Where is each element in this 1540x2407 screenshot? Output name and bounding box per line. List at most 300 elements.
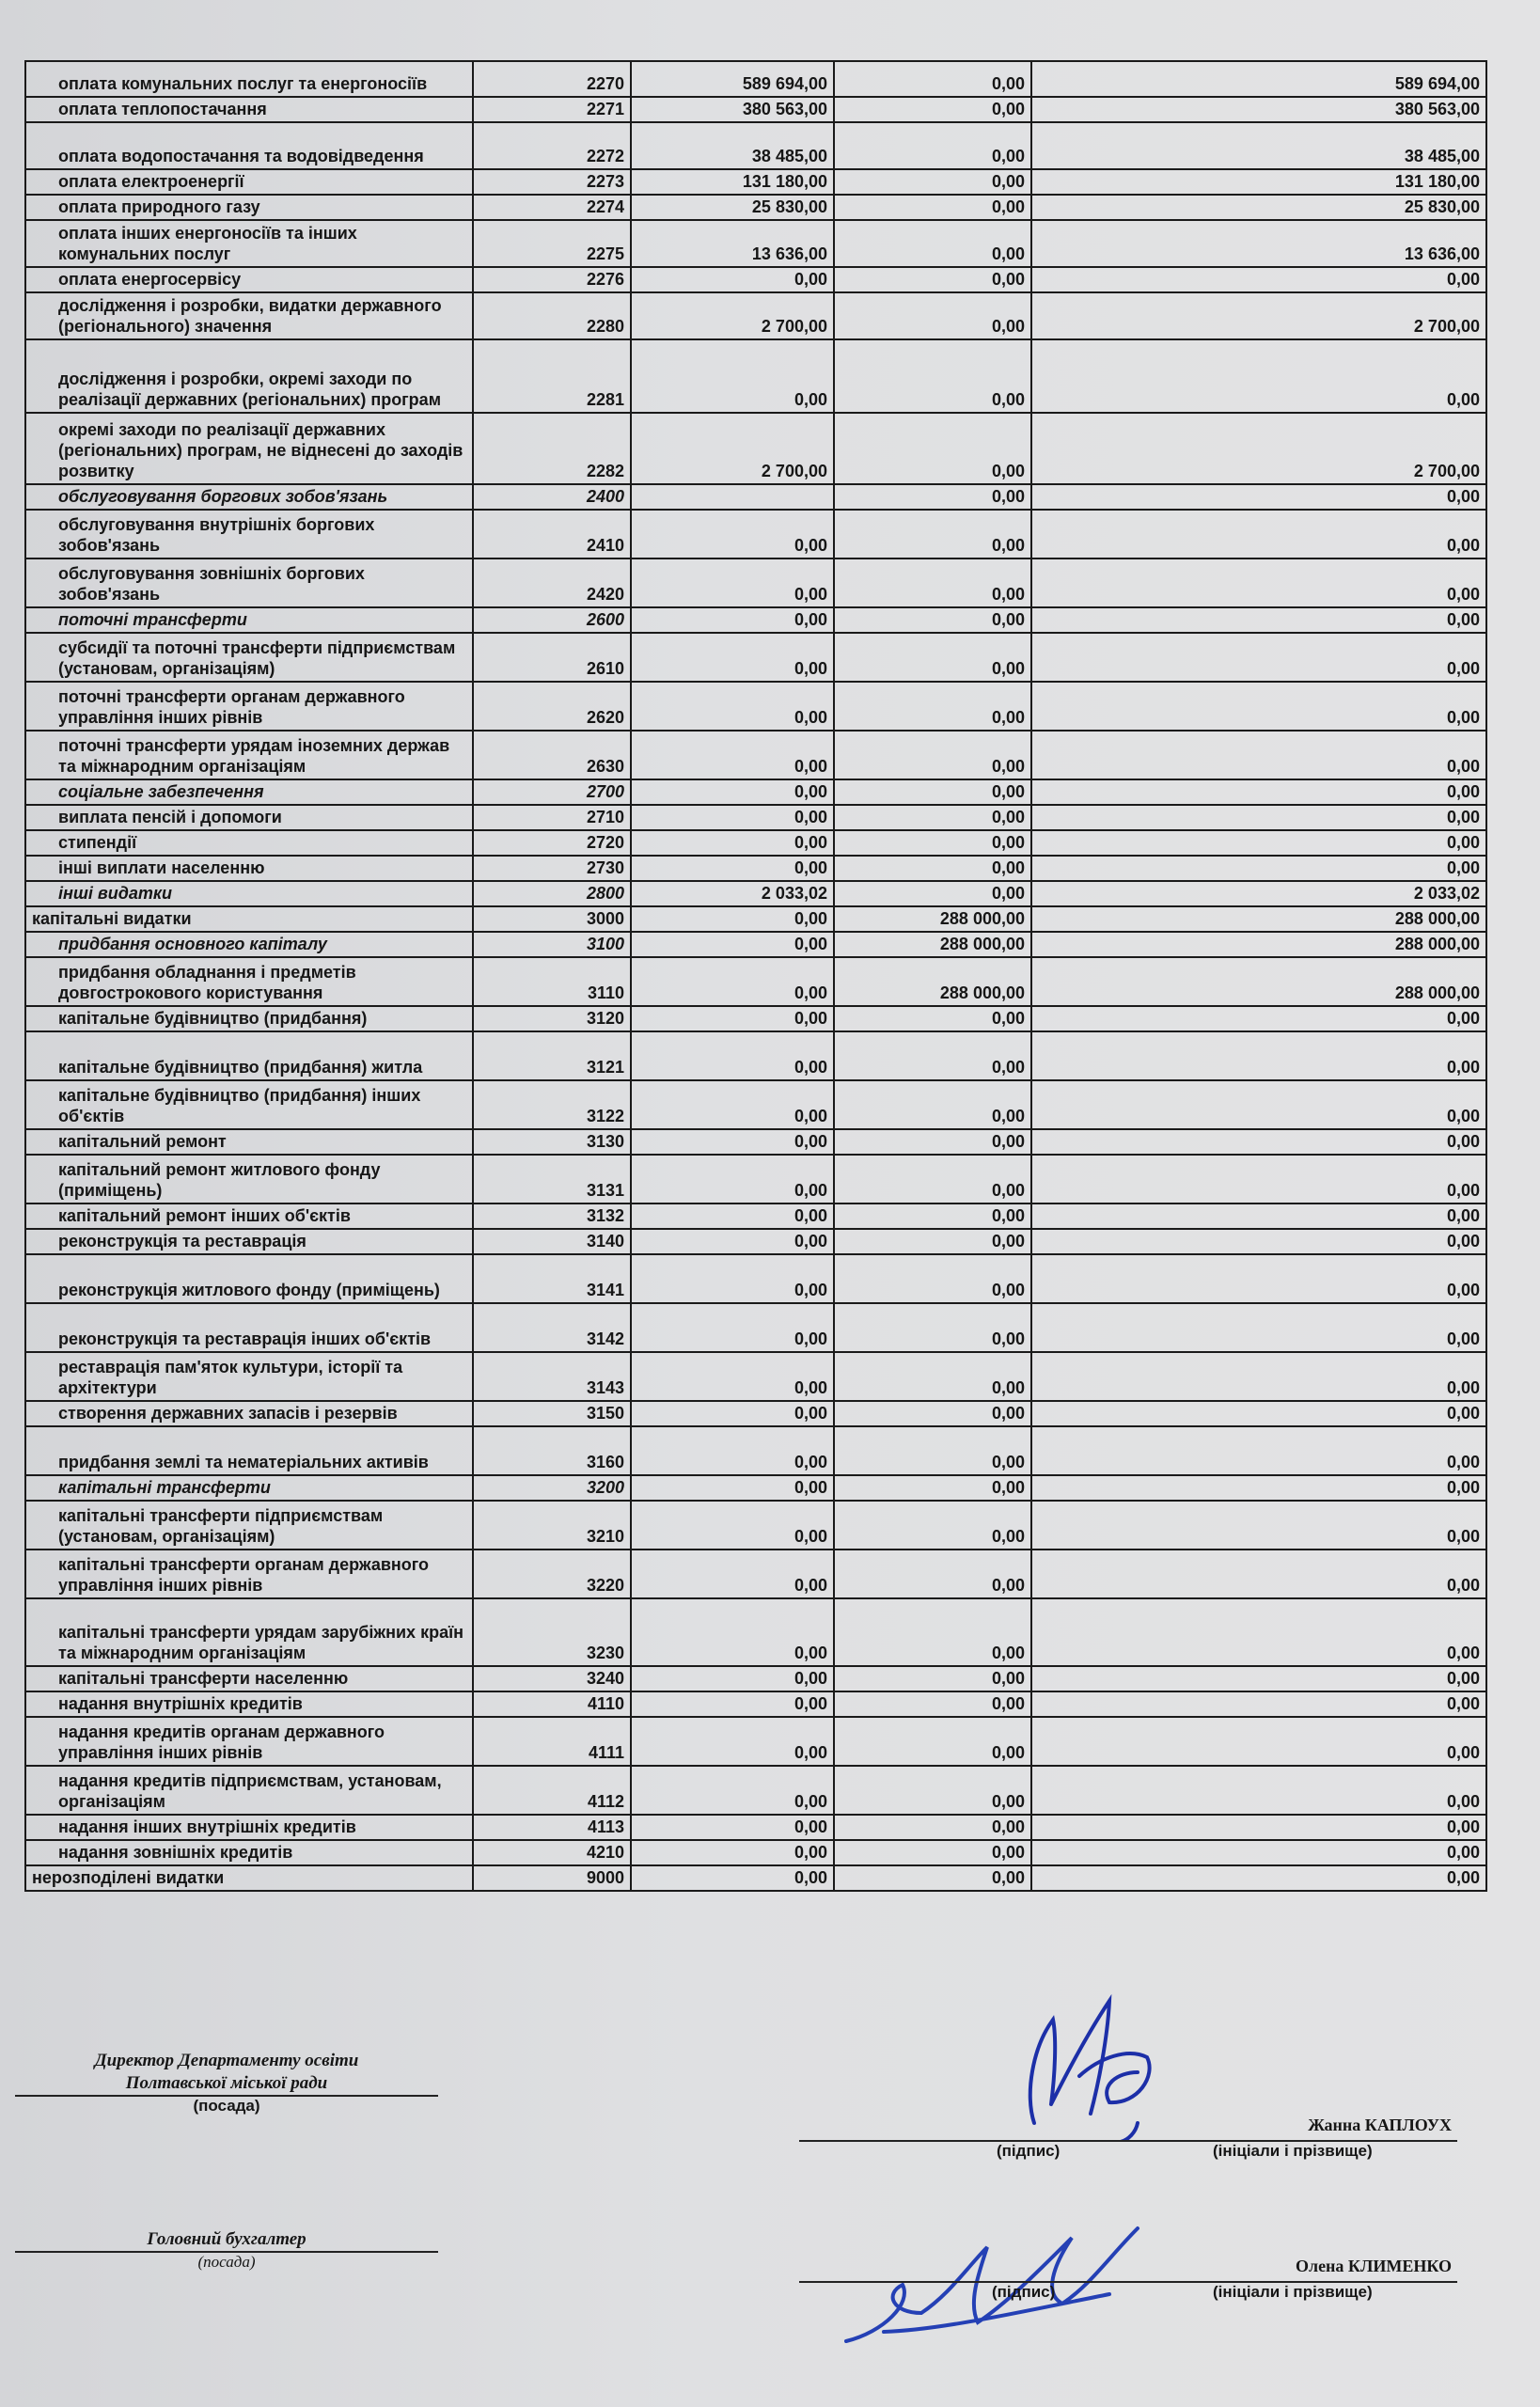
name-cell: поточні трансферти [25,607,473,633]
code-cell: 2272 [473,122,631,169]
planned-amount-cell: 0,00 [631,1401,834,1426]
total-amount-cell: 38 485,00 [1031,122,1486,169]
table-row [25,510,1486,558]
total-amount-cell: 0,00 [1031,682,1486,731]
name-cell: стипендії [25,830,473,856]
name-cell: капітальні трансферти населенню [25,1666,473,1691]
code-cell: 2281 [473,339,631,413]
code-cell: 4113 [473,1815,631,1840]
code-cell: 3120 [473,1006,631,1031]
special-fund-cell: 0,00 [834,1080,1031,1129]
total-amount-cell: 0,00 [1031,1766,1486,1815]
special-fund-cell: 0,00 [834,1865,1031,1891]
name-cell: обслуговування зовнішніх боргових зобов'язань [25,558,473,607]
special-fund-cell: 0,00 [834,1204,1031,1229]
name-cell: оплата енергосервісу [25,267,473,292]
special-fund-cell: 0,00 [834,1426,1031,1475]
table-row [25,1155,1486,1204]
planned-amount-cell: 0,00 [631,339,834,413]
planned-amount-cell: 0,00 [631,510,834,558]
name-cell: соціальне забезпечення [25,779,473,805]
name-cell: реконструкція житлового фонду (приміщень) [25,1254,473,1303]
total-amount-cell: 0,00 [1031,1080,1486,1129]
name-cell: капітальне будівництво (придбання) [25,1006,473,1031]
planned-amount-cell: 0,00 [631,1840,834,1865]
table-row [25,682,1486,731]
planned-amount-cell: 0,00 [631,1865,834,1891]
code-cell: 2275 [473,220,631,267]
director-name-caption: (ініціали і прізвище) [1213,2142,1373,2160]
table-row [25,856,1486,881]
name-cell: реконструкція та реставрація [25,1229,473,1254]
planned-amount-cell: 0,00 [631,1666,834,1691]
total-amount-cell: 0,00 [1031,1031,1486,1080]
table-row [25,195,1486,220]
table-row [25,830,1486,856]
accountant-position-block [15,2228,438,2272]
code-cell: 4110 [473,1691,631,1717]
total-amount-cell: 0,00 [1031,1401,1486,1426]
special-fund-cell: 0,00 [834,169,1031,195]
name-cell: придбання основного капіталу [25,932,473,957]
planned-amount-cell: 0,00 [631,856,834,881]
total-amount-cell: 0,00 [1031,633,1486,682]
table-row [25,1840,1486,1865]
special-fund-cell: 0,00 [834,413,1031,484]
name-cell: оплата комунальних послуг та енергоносіїв [25,61,473,97]
name-cell: оплата інших енергоносіїв та інших комунальних послуг [25,220,473,267]
special-fund-cell: 0,00 [834,607,1031,633]
name-cell: обслуговування внутрішніх боргових зобов'язань [25,510,473,558]
special-fund-cell: 0,00 [834,97,1031,122]
name-cell: оплата електроенергії [25,169,473,195]
table-row [25,122,1486,169]
total-amount-cell: 589 694,00 [1031,61,1486,97]
total-amount-cell: 0,00 [1031,731,1486,779]
planned-amount-cell: 0,00 [631,932,834,957]
total-amount-cell: 0,00 [1031,1303,1486,1352]
expenditure-table [24,60,1487,1892]
name-cell: капітальні трансферти [25,1475,473,1501]
special-fund-cell: 0,00 [834,1155,1031,1204]
table-row [25,957,1486,1006]
director-position-block [15,2050,438,2116]
planned-amount-cell: 0,00 [631,1766,834,1815]
special-fund-cell: 0,00 [834,339,1031,413]
total-amount-cell: 0,00 [1031,830,1486,856]
special-fund-cell: 0,00 [834,61,1031,97]
special-fund-cell: 0,00 [834,220,1031,267]
code-cell: 2630 [473,731,631,779]
special-fund-cell: 0,00 [834,122,1031,169]
code-cell: 3122 [473,1080,631,1129]
code-cell: 3210 [473,1501,631,1550]
table-row [25,932,1486,957]
accountant-position: Головний бухгалтер [147,2229,306,2249]
table-row [25,1352,1486,1401]
table-row [25,97,1486,122]
planned-amount-cell: 0,00 [631,1006,834,1031]
planned-amount-cell: 0,00 [631,957,834,1006]
total-amount-cell: 0,00 [1031,558,1486,607]
planned-amount-cell: 0,00 [631,1426,834,1475]
special-fund-cell: 0,00 [834,1475,1031,1501]
total-amount-cell: 288 000,00 [1031,906,1486,932]
code-cell: 2700 [473,779,631,805]
total-amount-cell: 0,00 [1031,1691,1486,1717]
table-row [25,779,1486,805]
special-fund-cell: 0,00 [834,292,1031,339]
table-row [25,906,1486,932]
total-amount-cell: 0,00 [1031,339,1486,413]
accountant-position-caption: (посада) [197,2253,256,2271]
name-cell: окремі заходи по реалізації державних (регіональних) програм, не віднесені до заходів розвитку [25,413,473,484]
code-cell: 3230 [473,1598,631,1666]
planned-amount-cell: 2 033,02 [631,881,834,906]
table-row [25,607,1486,633]
special-fund-cell: 0,00 [834,1352,1031,1401]
special-fund-cell: 0,00 [834,1229,1031,1254]
total-amount-cell: 0,00 [1031,1815,1486,1840]
name-cell: дослідження і розробки, видатки державного (регіонального) значення [25,292,473,339]
code-cell: 2400 [473,484,631,510]
total-amount-cell: 0,00 [1031,805,1486,830]
code-cell: 2600 [473,607,631,633]
name-cell: надання інших внутрішніх кредитів [25,1815,473,1840]
special-fund-cell: 0,00 [834,1401,1031,1426]
planned-amount-cell: 0,00 [631,1031,834,1080]
special-fund-cell: 0,00 [834,633,1031,682]
name-cell: надання зовнішніх кредитів [25,1840,473,1865]
special-fund-cell: 0,00 [834,830,1031,856]
name-cell: інші виплати населенню [25,856,473,881]
planned-amount-cell: 589 694,00 [631,61,834,97]
code-cell: 3160 [473,1426,631,1475]
code-cell: 2800 [473,881,631,906]
planned-amount-cell: 25 830,00 [631,195,834,220]
table-row [25,1031,1486,1080]
planned-amount-cell: 0,00 [631,607,834,633]
code-cell: 2280 [473,292,631,339]
planned-amount-cell: 13 636,00 [631,220,834,267]
table-row [25,339,1486,413]
code-cell: 3130 [473,1129,631,1155]
name-cell: капітальний ремонт інших об'єктів [25,1204,473,1229]
special-fund-cell: 0,00 [834,1550,1031,1598]
total-amount-cell: 0,00 [1031,1475,1486,1501]
special-fund-cell: 0,00 [834,682,1031,731]
name-cell: оплата теплопостачання [25,97,473,122]
code-cell: 3150 [473,1401,631,1426]
name-cell: капітальне будівництво (придбання) інших об'єктів [25,1080,473,1129]
code-cell: 3121 [473,1031,631,1080]
name-cell: капітальні трансферти органам державного управління інших рівнів [25,1550,473,1598]
planned-amount-cell: 0,00 [631,1155,834,1204]
planned-amount-cell: 0,00 [631,1129,834,1155]
special-fund-cell: 0,00 [834,1254,1031,1303]
total-amount-cell: 0,00 [1031,1352,1486,1401]
code-cell: 2730 [473,856,631,881]
table-row [25,484,1486,510]
planned-amount-cell [631,484,834,510]
total-amount-cell: 0,00 [1031,779,1486,805]
special-fund-cell: 0,00 [834,1303,1031,1352]
code-cell: 2420 [473,558,631,607]
total-amount-cell: 2 700,00 [1031,413,1486,484]
table-row [25,169,1486,195]
total-amount-cell: 0,00 [1031,1254,1486,1303]
code-cell: 2273 [473,169,631,195]
planned-amount-cell: 0,00 [631,267,834,292]
code-cell: 3141 [473,1254,631,1303]
code-cell: 3132 [473,1204,631,1229]
code-cell: 2271 [473,97,631,122]
total-amount-cell: 288 000,00 [1031,932,1486,957]
name-cell: поточні трансферти урядам іноземних держав та міжнародним організаціям [25,731,473,779]
planned-amount-cell: 0,00 [631,558,834,607]
director-position-caption: (посада) [193,2097,260,2115]
table-row [25,1401,1486,1426]
planned-amount-cell: 0,00 [631,1204,834,1229]
code-cell: 2610 [473,633,631,682]
director-signature-caption: (підпис) [997,2142,1061,2160]
table-row [25,1229,1486,1254]
total-amount-cell: 0,00 [1031,1840,1486,1865]
code-cell: 9000 [473,1865,631,1891]
special-fund-cell: 0,00 [834,856,1031,881]
special-fund-cell: 288 000,00 [834,957,1031,1006]
table-row [25,1475,1486,1501]
total-amount-cell: 0,00 [1031,1550,1486,1598]
name-cell: капітальні трансферти підприємствам (установам, організаціям) [25,1501,473,1550]
code-cell: 3240 [473,1666,631,1691]
total-amount-cell: 2 033,02 [1031,881,1486,906]
name-cell: поточні трансферти органам державного управління інших рівнів [25,682,473,731]
planned-amount-cell: 0,00 [631,1598,834,1666]
total-amount-cell: 0,00 [1031,1865,1486,1891]
planned-amount-cell: 0,00 [631,779,834,805]
special-fund-cell: 0,00 [834,1666,1031,1691]
code-cell: 3142 [473,1303,631,1352]
total-amount-cell: 0,00 [1031,484,1486,510]
planned-amount-cell: 0,00 [631,633,834,682]
name-cell: надання внутрішніх кредитів [25,1691,473,1717]
name-cell: надання кредитів органам державного управління інших рівнів [25,1717,473,1766]
name-cell: капітальний ремонт житлового фонду (приміщень) [25,1155,473,1204]
planned-amount-cell: 0,00 [631,1815,834,1840]
table-row [25,1254,1486,1303]
total-amount-cell: 13 636,00 [1031,220,1486,267]
table-row [25,1080,1486,1129]
total-amount-cell: 0,00 [1031,1129,1486,1155]
special-fund-cell: 0,00 [834,510,1031,558]
special-fund-cell: 0,00 [834,484,1031,510]
table-row [25,1303,1486,1352]
name-cell: виплата пенсій і допомоги [25,805,473,830]
special-fund-cell: 0,00 [834,805,1031,830]
accountant-signature-line-block [799,2257,1457,2305]
table-row [25,220,1486,267]
planned-amount-cell: 0,00 [631,1501,834,1550]
planned-amount-cell: 0,00 [631,1352,834,1401]
special-fund-cell: 0,00 [834,779,1031,805]
table-row [25,805,1486,830]
table-row [25,1766,1486,1815]
name-cell: нерозподілені видатки [25,1865,473,1891]
total-amount-cell: 0,00 [1031,1006,1486,1031]
planned-amount-cell: 2 700,00 [631,413,834,484]
director-signature-line-block [799,2116,1457,2164]
name-cell: оплата природного газу [25,195,473,220]
total-amount-cell: 0,00 [1031,1229,1486,1254]
name-cell: створення державних запасів і резервів [25,1401,473,1426]
code-cell: 3100 [473,932,631,957]
code-cell: 2720 [473,830,631,856]
table-row [25,267,1486,292]
name-cell: оплата водопостачання та водовідведення [25,122,473,169]
expenditure-table-body [25,61,1486,1891]
director-position-line1: Директор Департаменту освіти [94,2051,359,2070]
accountant-name: Олена КЛИМЕНКО [1295,2257,1452,2275]
code-cell: 3140 [473,1229,631,1254]
planned-amount-cell: 0,00 [631,1080,834,1129]
total-amount-cell: 0,00 [1031,856,1486,881]
name-cell: надання кредитів підприємствам, установам, організаціям [25,1766,473,1815]
special-fund-cell: 0,00 [834,881,1031,906]
table-row [25,1204,1486,1229]
table-row [25,1666,1486,1691]
special-fund-cell: 0,00 [834,267,1031,292]
name-cell: субсидії та поточні трансферти підприємствам (установам, організаціям) [25,633,473,682]
special-fund-cell: 0,00 [834,1129,1031,1155]
planned-amount-cell: 0,00 [631,1475,834,1501]
name-cell: капітальні трансферти урядам зарубіжних країн та міжнародним організаціям [25,1598,473,1666]
table-row [25,558,1486,607]
code-cell: 3220 [473,1550,631,1598]
special-fund-cell: 0,00 [834,731,1031,779]
code-cell: 2276 [473,267,631,292]
special-fund-cell: 0,00 [834,1598,1031,1666]
table-row [25,1006,1486,1031]
code-cell: 3131 [473,1155,631,1204]
special-fund-cell: 0,00 [834,195,1031,220]
total-amount-cell: 25 830,00 [1031,195,1486,220]
code-cell: 2410 [473,510,631,558]
total-amount-cell: 0,00 [1031,1666,1486,1691]
planned-amount-cell: 0,00 [631,1303,834,1352]
planned-amount-cell: 0,00 [631,906,834,932]
name-cell: капітальні видатки [25,906,473,932]
total-amount-cell: 0,00 [1031,1155,1486,1204]
table-row [25,1550,1486,1598]
table-row [25,1815,1486,1840]
planned-amount-cell: 0,00 [631,1717,834,1766]
name-cell: інші видатки [25,881,473,906]
table-row [25,1426,1486,1475]
special-fund-cell: 0,00 [834,1501,1031,1550]
name-cell: обслуговування боргових зобов'язань [25,484,473,510]
total-amount-cell: 288 000,00 [1031,957,1486,1006]
accountant-name-caption: (ініціали і прізвище) [1213,2283,1373,2301]
special-fund-cell: 0,00 [834,1840,1031,1865]
planned-amount-cell: 0,00 [631,805,834,830]
total-amount-cell: 0,00 [1031,607,1486,633]
table-row [25,1865,1486,1891]
special-fund-cell: 0,00 [834,1815,1031,1840]
table-row [25,61,1486,97]
total-amount-cell: 131 180,00 [1031,169,1486,195]
planned-amount-cell: 131 180,00 [631,169,834,195]
table-row [25,881,1486,906]
code-cell: 2282 [473,413,631,484]
name-cell: капітальний ремонт [25,1129,473,1155]
code-cell: 2710 [473,805,631,830]
special-fund-cell: 0,00 [834,1031,1031,1080]
table-row [25,1129,1486,1155]
code-cell: 3200 [473,1475,631,1501]
table-row [25,731,1486,779]
code-cell: 4112 [473,1766,631,1815]
total-amount-cell: 0,00 [1031,1501,1486,1550]
special-fund-cell: 288 000,00 [834,932,1031,957]
total-amount-cell: 0,00 [1031,1598,1486,1666]
special-fund-cell: 0,00 [834,1006,1031,1031]
code-cell: 3000 [473,906,631,932]
planned-amount-cell: 0,00 [631,731,834,779]
planned-amount-cell: 0,00 [631,1691,834,1717]
special-fund-cell: 0,00 [834,1717,1031,1766]
table-row [25,1501,1486,1550]
planned-amount-cell: 2 700,00 [631,292,834,339]
code-cell: 2270 [473,61,631,97]
table-row [25,1691,1486,1717]
name-cell: придбання обладнання і предметів довгострокового користування [25,957,473,1006]
special-fund-cell: 0,00 [834,1766,1031,1815]
code-cell: 3143 [473,1352,631,1401]
accountant-signature-caption: (підпис) [992,2283,1056,2301]
special-fund-cell: 0,00 [834,558,1031,607]
code-cell: 2274 [473,195,631,220]
total-amount-cell: 0,00 [1031,1717,1486,1766]
total-amount-cell: 0,00 [1031,267,1486,292]
total-amount-cell: 0,00 [1031,1426,1486,1475]
planned-amount-cell: 0,00 [631,830,834,856]
total-amount-cell: 380 563,00 [1031,97,1486,122]
table-row [25,633,1486,682]
name-cell: придбання землі та нематеріальних активів [25,1426,473,1475]
planned-amount-cell: 0,00 [631,1229,834,1254]
planned-amount-cell: 380 563,00 [631,97,834,122]
code-cell: 2620 [473,682,631,731]
code-cell: 3110 [473,957,631,1006]
code-cell: 4111 [473,1717,631,1766]
name-cell: дослідження і розробки, окремі заходи по реалізації державних (регіональних) програм [25,339,473,413]
total-amount-cell: 2 700,00 [1031,292,1486,339]
special-fund-cell: 0,00 [834,1691,1031,1717]
table-row [25,1598,1486,1666]
planned-amount-cell: 0,00 [631,1254,834,1303]
planned-amount-cell: 38 485,00 [631,122,834,169]
planned-amount-cell: 0,00 [631,1550,834,1598]
special-fund-cell: 288 000,00 [834,906,1031,932]
table-row [25,413,1486,484]
planned-amount-cell: 0,00 [631,682,834,731]
table-row [25,1717,1486,1766]
director-position-line2: Полтавської міської ради [125,2073,328,2093]
code-cell: 4210 [473,1840,631,1865]
total-amount-cell: 0,00 [1031,510,1486,558]
total-amount-cell: 0,00 [1031,1204,1486,1229]
